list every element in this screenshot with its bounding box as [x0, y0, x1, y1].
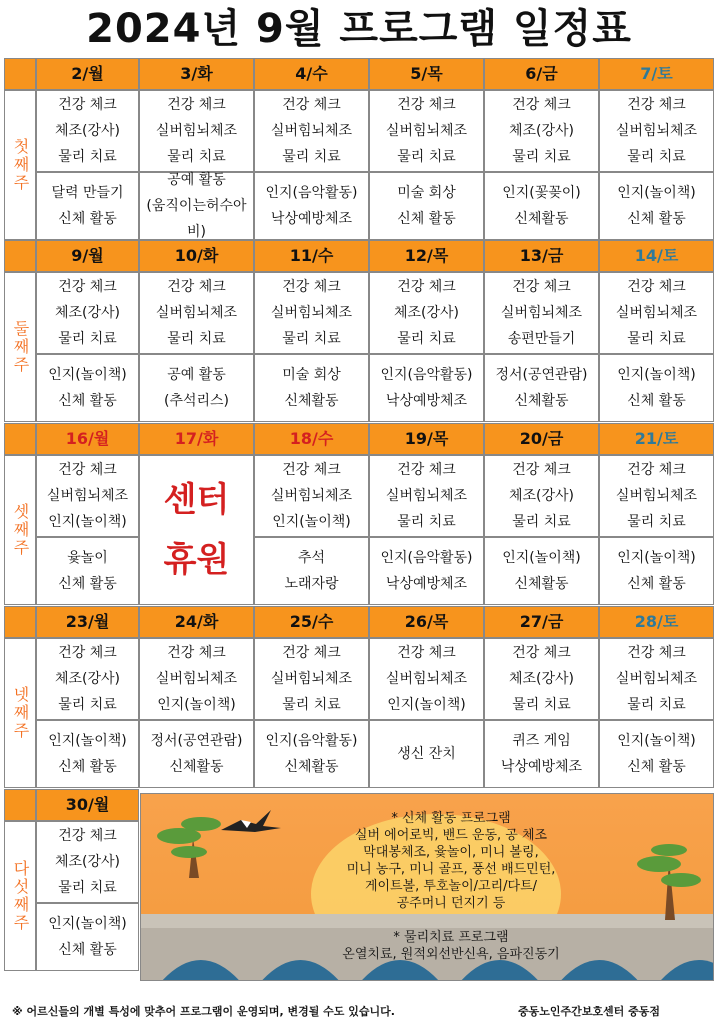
morning-activities: [599, 638, 714, 720]
activity-text: 실버힘뇌체조: [46, 488, 129, 504]
activity-text: 건강 체크: [282, 279, 341, 295]
activity-text: 건강 체크: [627, 279, 686, 295]
day-header: 17/화: [139, 423, 254, 455]
header-corner: [4, 789, 36, 821]
activity-text: 물리 치료: [512, 697, 571, 713]
activity-text: 신체 활동: [58, 211, 117, 227]
activity-text: 노래자랑: [284, 576, 339, 592]
header-corner: [4, 240, 36, 272]
footer-center-name: 중동노인주간보호센터 중동점: [518, 1005, 660, 1018]
afternoon-activities: [254, 354, 369, 422]
activity-text: 인지(음악활동): [380, 550, 473, 566]
day-header: 18/수: [254, 423, 369, 455]
activity-text: 체조(강사): [508, 671, 575, 687]
banner-line: 공주머니 던지기 등: [396, 896, 506, 911]
activity-text: 인지(음악활동): [265, 733, 358, 749]
activity-text: 달력 만들기: [51, 185, 124, 201]
afternoon-activities: [36, 537, 139, 605]
activity-text: 건강 체크: [397, 645, 456, 661]
day-header: 20/금: [484, 423, 599, 455]
banner-line: 게이트볼, 투호놀이/고리/다트/: [364, 879, 538, 894]
activity-text: 건강 체크: [282, 97, 341, 113]
activity-text: 실버힘뇌체조: [270, 488, 353, 504]
morning-activities: [369, 272, 484, 354]
morning-activities: [484, 90, 599, 172]
pine-tree-icon: [629, 830, 709, 920]
activity-text: 송편만들기: [507, 331, 576, 347]
morning-activities: [254, 638, 369, 720]
afternoon-activities: [599, 354, 714, 422]
activity-text: 인지(꽃꽂이): [502, 185, 581, 201]
activity-text: 물리 치료: [58, 880, 117, 896]
activity-text: 인지(놀이책): [387, 697, 466, 713]
banner-line: 막대봉체조, 윷놀이, 미니 볼링,: [363, 845, 539, 860]
day-header: 19/목: [369, 423, 484, 455]
banner-line: 실버 에어로빅, 밴드 운동, 공 체조: [354, 828, 548, 843]
banner-line: * 신체 활동 프로그램: [391, 811, 511, 826]
banner-line: [291, 912, 611, 929]
program-description: [291, 810, 611, 963]
activity-text: 물리 치료: [282, 149, 341, 165]
week-label: 둘째주: [4, 272, 36, 422]
afternoon-activities: [36, 354, 139, 422]
week-label: 셋째주: [4, 455, 36, 605]
morning-activities: [36, 638, 139, 720]
activity-text: 물리 치료: [167, 331, 226, 347]
afternoon-activities: [484, 537, 599, 605]
activity-text: 체조(강사): [54, 671, 121, 687]
activity-text: 실버힘뇌체조: [615, 671, 698, 687]
afternoon-activities: [599, 172, 714, 240]
morning-activities: [369, 90, 484, 172]
morning-activities: [254, 272, 369, 354]
day-header: 10/화: [139, 240, 254, 272]
activity-text: 실버힘뇌체조: [615, 123, 698, 139]
morning-activities: [484, 638, 599, 720]
activity-text: 신체 활동: [627, 576, 686, 592]
activity-text: 인지(놀이책): [272, 514, 351, 530]
afternoon-activities: [369, 354, 484, 422]
activity-text: 인지(놀이책): [617, 367, 696, 383]
activity-text: 신체 활동: [627, 393, 686, 409]
activity-text: 인지(음악활동): [380, 367, 473, 383]
activity-text: 신체 활동: [58, 393, 117, 409]
activity-text: 공예 활동: [167, 367, 226, 383]
activity-text: 실버힘뇌체조: [270, 305, 353, 321]
activity-text: 인지(놀이책): [48, 367, 127, 383]
activity-text: 체조(강사): [508, 488, 575, 504]
activity-text: 실버힘뇌체조: [615, 488, 698, 504]
day-header: 12/목: [369, 240, 484, 272]
activity-text: 물리 치료: [627, 331, 686, 347]
activity-text: 건강 체크: [282, 462, 341, 478]
activity-text: 미술 회상: [397, 185, 456, 201]
activity-text: 낙상예방체조: [270, 211, 353, 227]
morning-activities: [369, 455, 484, 537]
morning-activities: [139, 638, 254, 720]
day-header: 25/수: [254, 606, 369, 638]
activity-text: (움직이는허수아비): [146, 198, 247, 240]
activity-text: 물리 치료: [512, 514, 571, 530]
activity-text: 낙상예방체조: [385, 576, 468, 592]
activity-text: 건강 체크: [58, 828, 117, 844]
afternoon-activities: [484, 354, 599, 422]
activity-text: 신체 활동: [627, 759, 686, 775]
morning-activities: [36, 821, 139, 903]
activity-text: 실버힘뇌체조: [155, 123, 238, 139]
activity-text: 센터: [163, 480, 230, 520]
activity-text: 물리 치료: [282, 697, 341, 713]
day-header: 27/금: [484, 606, 599, 638]
footer-note: ※ 어르신들의 개별 특성에 맞추어 프로그램이 운영되며, 변경될 수도 있습니다.: [12, 1005, 395, 1018]
afternoon-activities: [254, 172, 369, 240]
activity-text: 인지(놀이책): [617, 550, 696, 566]
activity-text: 실버힘뇌체조: [385, 671, 468, 687]
afternoon-activities: [599, 537, 714, 605]
day-header: 3/화: [139, 58, 254, 90]
morning-activities: [139, 272, 254, 354]
afternoon-activities: [36, 903, 139, 971]
week-label: 넷째주: [4, 638, 36, 788]
activity-text: 건강 체크: [58, 645, 117, 661]
activity-text: 물리 치료: [397, 331, 456, 347]
day-header: 5/목: [369, 58, 484, 90]
activity-text: 윷놀이: [67, 550, 108, 566]
activity-text: 건강 체크: [167, 97, 226, 113]
activity-text: 건강 체크: [512, 97, 571, 113]
activity-text: 건강 체크: [58, 279, 117, 295]
activity-text: 체조(강사): [54, 854, 121, 870]
morning-activities: [36, 272, 139, 354]
activity-text: 신체활동: [284, 759, 339, 775]
activity-text: 신체활동: [514, 393, 569, 409]
activity-text: 건강 체크: [512, 462, 571, 478]
activity-text: 휴원: [163, 540, 230, 580]
activity-text: 신체 활동: [58, 576, 117, 592]
activity-text: (추석리스): [163, 393, 230, 409]
activity-text: 건강 체크: [397, 97, 456, 113]
activity-text: 인지(놀이책): [502, 550, 581, 566]
activity-text: 건강 체크: [627, 97, 686, 113]
activity-text: 건강 체크: [58, 97, 117, 113]
activity-text: 인지(놀이책): [617, 185, 696, 201]
morning-activities: [599, 90, 714, 172]
activity-text: 체조(강사): [393, 305, 460, 321]
activity-text: 미술 회상: [282, 367, 341, 383]
activity-text: 인지(놀이책): [157, 697, 236, 713]
activity-text: 신체 활동: [58, 759, 117, 775]
afternoon-activities: [139, 354, 254, 422]
morning-activities: [599, 272, 714, 354]
activity-text: 물리 치료: [58, 149, 117, 165]
activity-text: 실버힘뇌체조: [615, 305, 698, 321]
morning-activities: [36, 455, 139, 537]
activity-text: 신체활동: [514, 211, 569, 227]
afternoon-activities: [484, 720, 599, 788]
day-header: 14/토: [599, 240, 714, 272]
activity-text: 실버힘뇌체조: [155, 305, 238, 321]
morning-activities: [599, 455, 714, 537]
banner-line: 온열치료, 원적외선반신욕, 음파진동기: [342, 947, 560, 962]
activity-text: 신체 활동: [397, 211, 456, 227]
activity-text: 건강 체크: [397, 462, 456, 478]
activity-text: 신체활동: [169, 759, 224, 775]
activity-text: 물리 치료: [627, 514, 686, 530]
morning-activities: [254, 455, 369, 537]
afternoon-activities: [369, 537, 484, 605]
activity-text: 물리 치료: [627, 697, 686, 713]
afternoon-activities: [36, 172, 139, 240]
activity-text: 건강 체크: [512, 279, 571, 295]
day-header: 13/금: [484, 240, 599, 272]
morning-activities: [484, 272, 599, 354]
activity-text: 물리 치료: [397, 149, 456, 165]
morning-activities: [254, 90, 369, 172]
activity-text: 실버힘뇌체조: [155, 671, 238, 687]
afternoon-activities: [484, 172, 599, 240]
activity-text: 낙상예방체조: [500, 759, 583, 775]
activity-text: 건강 체크: [167, 279, 226, 295]
activity-text: 체조(강사): [54, 305, 121, 321]
activity-text: 물리 치료: [58, 331, 117, 347]
activity-text: 인지(음악활동): [265, 185, 358, 201]
day-header: 28/토: [599, 606, 714, 638]
morning-activities: [484, 455, 599, 537]
activity-text: 실버힘뇌체조: [270, 671, 353, 687]
activity-text: 정서(공연관람): [150, 733, 243, 749]
activity-text: 물리 치료: [167, 149, 226, 165]
activity-text: 물리 치료: [512, 149, 571, 165]
activity-text: 건강 체크: [282, 645, 341, 661]
week-label: 첫째주: [4, 90, 36, 240]
magpie-icon: [211, 800, 301, 840]
activity-text: 인지(놀이책): [48, 916, 127, 932]
activity-text: 물리 치료: [397, 514, 456, 530]
page-title: 2024년 9월 프로그램 일정표: [86, 6, 632, 52]
day-header: 7/토: [599, 58, 714, 90]
activity-text: 실버힘뇌체조: [385, 123, 468, 139]
activity-text: 실버힘뇌체조: [500, 305, 583, 321]
afternoon-activities: [369, 720, 484, 788]
activity-text: 신체 활동: [627, 211, 686, 227]
activity-text: 신체활동: [284, 393, 339, 409]
afternoon-activities: [599, 720, 714, 788]
morning-activities: [369, 638, 484, 720]
afternoon-activities: [36, 720, 139, 788]
day-header: 16/월: [36, 423, 139, 455]
morning-activities: [36, 90, 139, 172]
day-header: 6/금: [484, 58, 599, 90]
activity-text: 낙상예방체조: [385, 393, 468, 409]
activity-text: 추석: [297, 550, 326, 566]
activity-text: 인지(놀이책): [48, 514, 127, 530]
program-banner: [140, 793, 714, 981]
afternoon-activities: [254, 720, 369, 788]
morning-activities: [139, 90, 254, 172]
closed-notice: [139, 455, 254, 605]
header-corner: [4, 606, 36, 638]
afternoon-activities: [139, 172, 254, 240]
activity-text: 신체 활동: [58, 942, 117, 958]
day-header: 21/토: [599, 423, 714, 455]
activity-text: 공예 활동: [167, 172, 226, 188]
week-label: 다섯째주: [4, 821, 36, 971]
afternoon-activities: [254, 537, 369, 605]
activity-text: 물리 치료: [58, 697, 117, 713]
header-corner: [4, 423, 36, 455]
day-header: 9/월: [36, 240, 139, 272]
day-header: 26/목: [369, 606, 484, 638]
banner-line: * 물리치료 프로그램: [393, 930, 509, 945]
day-header: 23/월: [36, 606, 139, 638]
header-corner: [4, 58, 36, 90]
activity-text: 물리 치료: [627, 149, 686, 165]
activity-text: 건강 체크: [512, 645, 571, 661]
afternoon-activities: [369, 172, 484, 240]
activity-text: 건강 체크: [167, 645, 226, 661]
day-header: 30/월: [36, 789, 139, 821]
activity-text: 건강 체크: [627, 645, 686, 661]
day-header: 4/수: [254, 58, 369, 90]
afternoon-activities: [139, 720, 254, 788]
activity-text: 생신 잔치: [397, 746, 456, 762]
activity-text: 인지(놀이책): [617, 733, 696, 749]
activity-text: 인지(놀이책): [48, 733, 127, 749]
activity-text: 실버힘뇌체조: [385, 488, 468, 504]
activity-text: 정서(공연관람): [495, 367, 588, 383]
activity-text: 물리 치료: [282, 331, 341, 347]
activity-text: 건강 체크: [397, 279, 456, 295]
activity-text: 퀴즈 게임: [512, 733, 571, 749]
day-header: 11/수: [254, 240, 369, 272]
activity-text: 체조(강사): [508, 123, 575, 139]
activity-text: 건강 체크: [58, 462, 117, 478]
day-header: 2/월: [36, 58, 139, 90]
activity-text: 실버힘뇌체조: [270, 123, 353, 139]
activity-text: 체조(강사): [54, 123, 121, 139]
day-header: 24/화: [139, 606, 254, 638]
activity-text: 신체활동: [514, 576, 569, 592]
activity-text: 건강 체크: [627, 462, 686, 478]
banner-line: 미니 농구, 미니 골프, 풍선 배드민턴,: [346, 862, 556, 877]
